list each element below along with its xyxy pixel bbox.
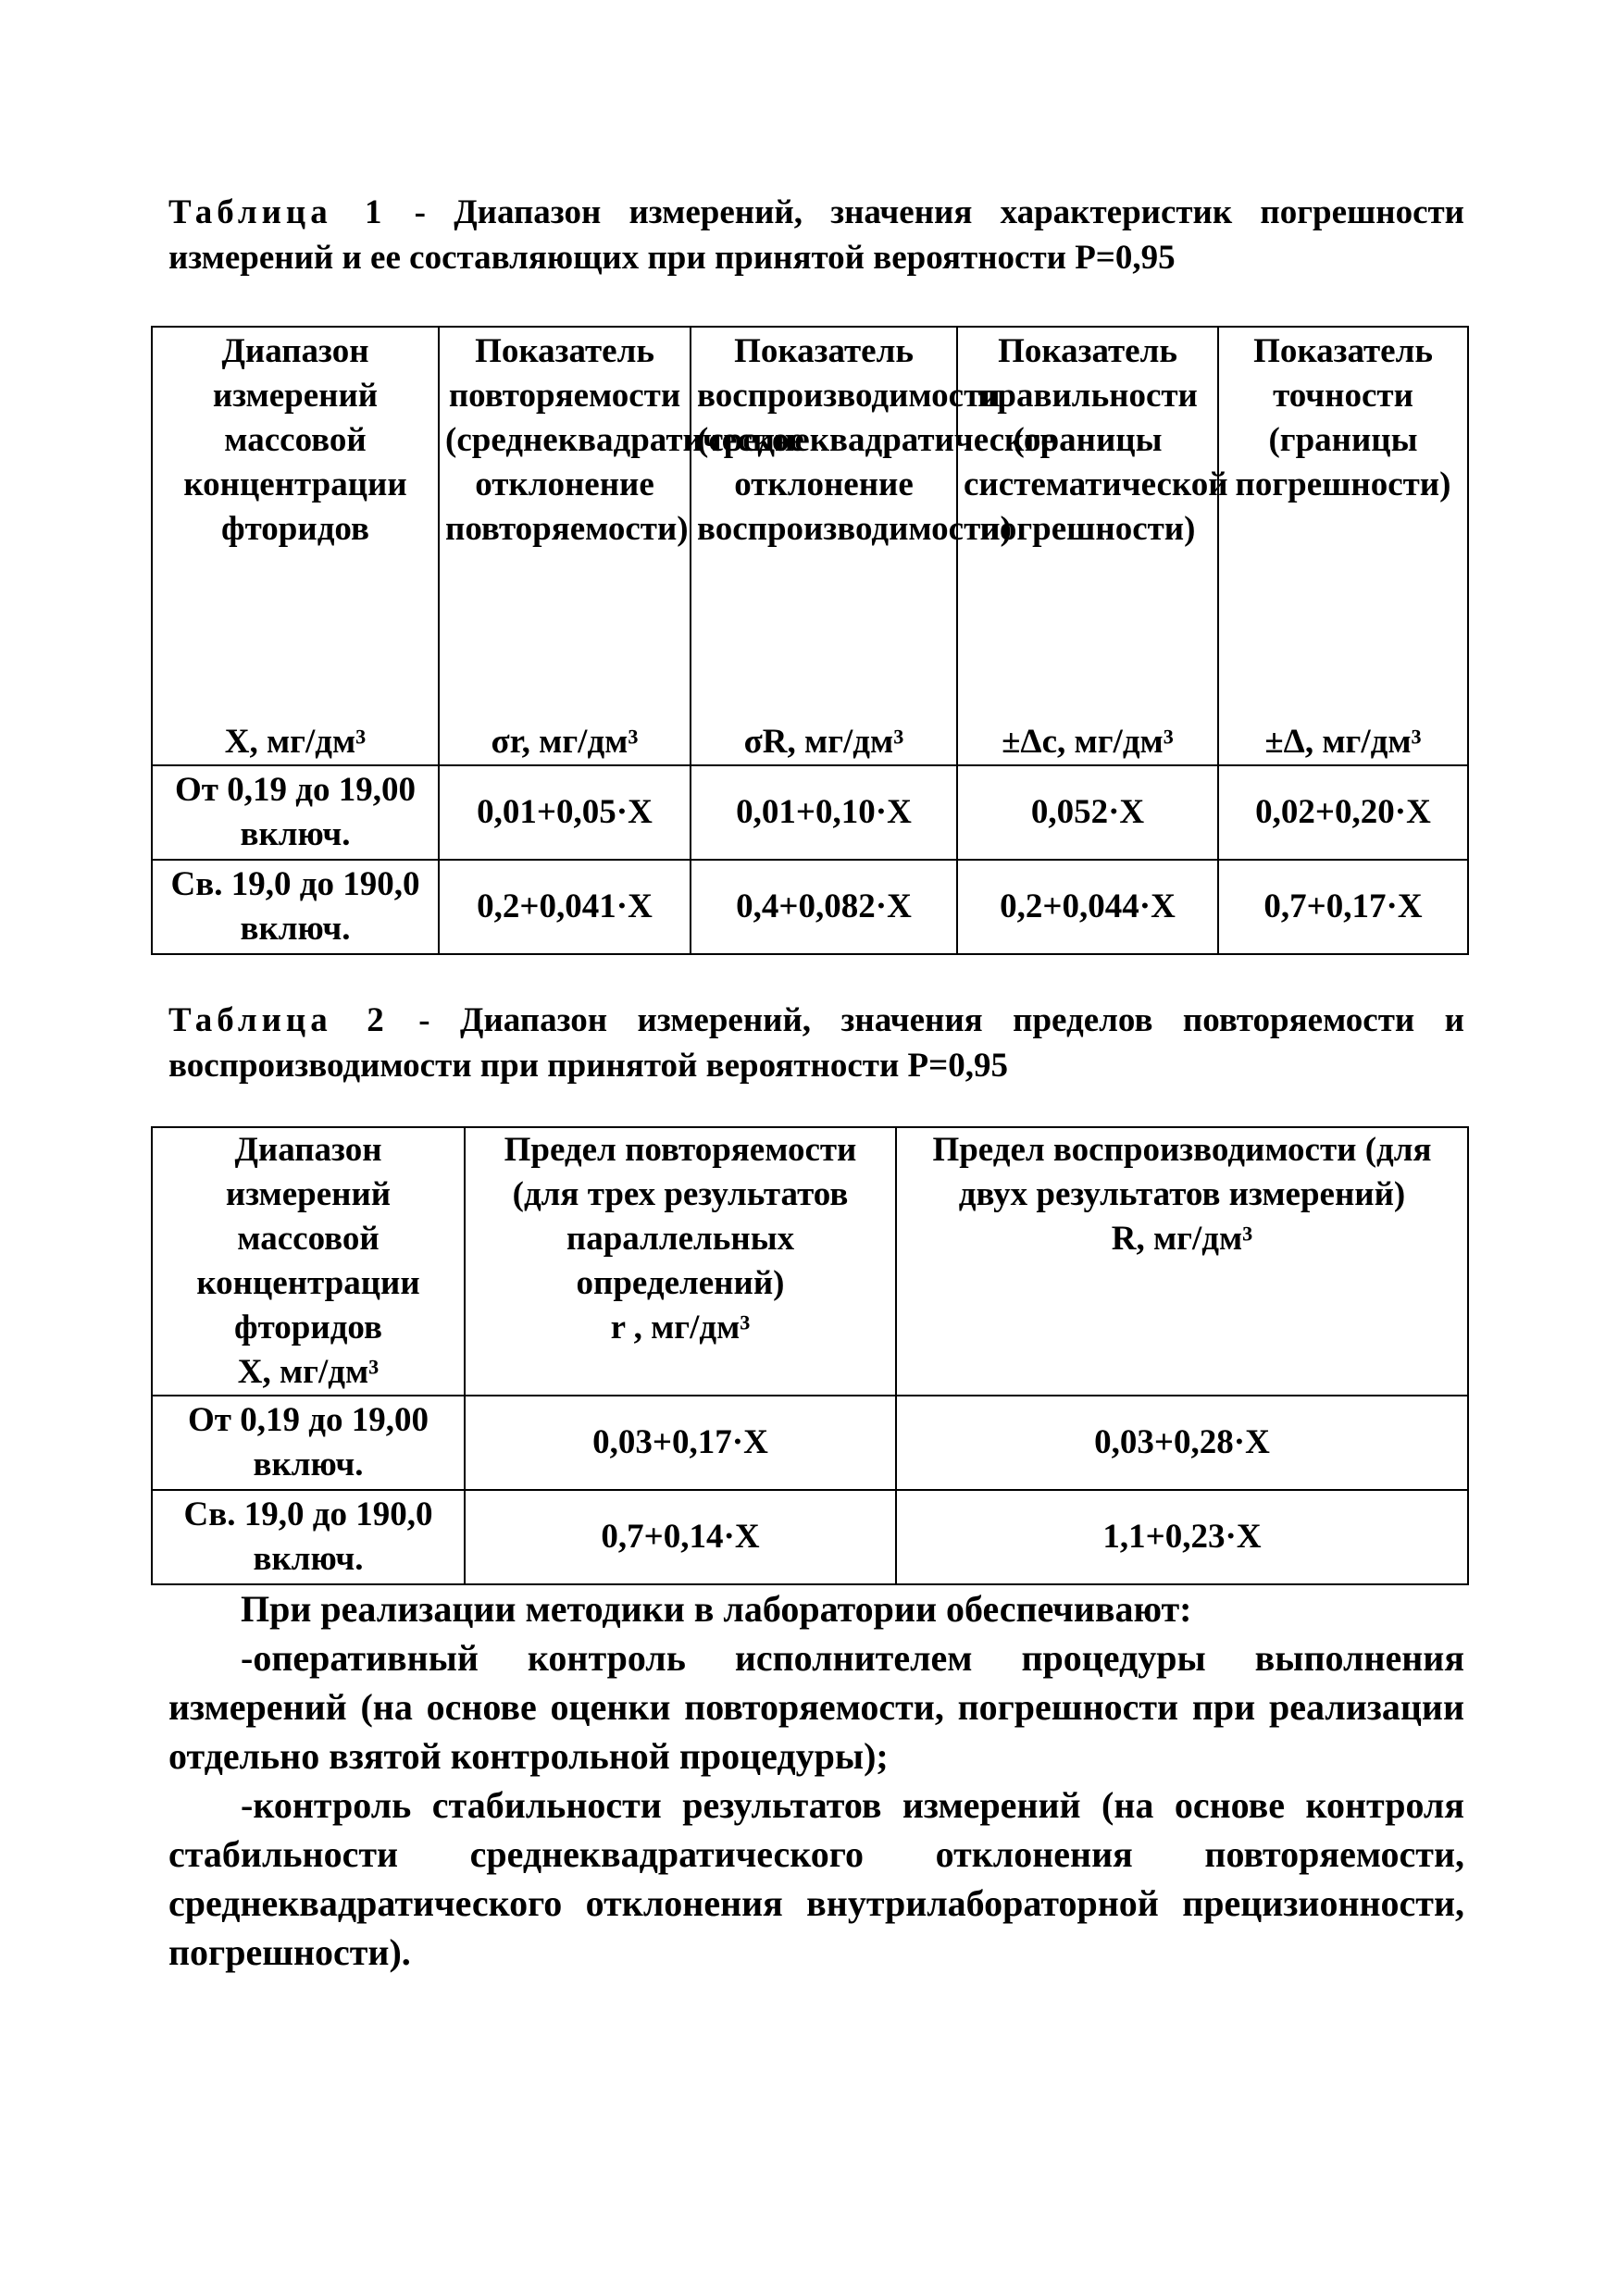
header-text: Предел воспроизводимости (для двух результатов измерений) [932,1131,1432,1213]
table2-header-cell [152,1127,465,1396]
table-row [152,765,1468,860]
header-unit: X, мг/дм³ [237,1353,380,1391]
header-text: Показатель воспроизводимости (среднеквадратическое отклонение воспроизводимости) [697,332,1056,548]
header-text: Показатель точности (границы погрешности) [1235,332,1451,503]
table2 [151,1126,1469,1585]
table-row [152,860,1468,954]
table-cell: 0,01+0,10·X [691,765,957,860]
table1-caption-label: Таблица 1 [168,193,387,231]
table-cell: Св. 19,0 до 190,0 включ. [152,860,439,954]
body-item: -оперативный контроль исполнителем процедуры выполнения измерений (на основе оценки повторяемости, погрешности при реализации отдельно взятой контрольной процедуры); [168,1637,1464,1777]
header-unit: ±Δc, мг/дм³ [1002,723,1174,761]
table2-caption-text: - Диапазон измерений, значения пределов повторяемости и воспроизводимости при принятой вероятности Р=0,95 [168,1001,1465,1085]
table1 [151,326,1469,955]
table-cell: 0,01+0,05·X [439,765,691,860]
table-cell: 0,2+0,041·X [439,860,691,954]
header-text: Диапазон измерений массовой концентрации фторидов [183,332,407,548]
body-text [168,1584,1464,1977]
table-cell: 0,4+0,082·X [691,860,957,954]
header-text: Показатель правильности (границы систематической погрешности) [964,332,1228,548]
table1-header-row [152,327,1468,765]
table-cell: От 0,19 до 19,00 включ. [152,765,439,860]
table-cell: 0,03+0,17·X [465,1396,896,1490]
table1-header-cell [152,327,439,765]
table1-header-cell [439,327,804,765]
header-unit: σR, мг/дм³ [743,723,904,761]
table-row [152,1490,1468,1584]
table-cell: 0,02+0,20·X [1218,765,1468,860]
header-text: Показатель повторяемости (среднеквадратическое отклонение повторяемости) [445,332,804,548]
table2-caption [168,998,1464,1088]
header-text: Диапазон измерений массовой концентрации фторидов [196,1131,420,1347]
table2-caption-label: Таблица 2 [168,1001,389,1039]
table2-header-cell [465,1127,896,1396]
table-row [152,1396,1468,1490]
table2-header-cell [896,1127,1468,1396]
table-cell: 0,2+0,044·X [957,860,1218,954]
table-cell: 1,1+0,23·X [896,1490,1468,1584]
table2-header-row [152,1127,1468,1396]
table1-header-cell [957,327,1228,765]
header-unit: X, мг/дм³ [224,723,367,761]
table-cell: 0,052·X [957,765,1218,860]
table-cell: От 0,19 до 19,00 включ. [152,1396,465,1490]
body-intro: При реализации методики в лаборатории обеспечивают: [241,1588,1192,1630]
header-unit: σr, мг/дм³ [491,723,639,761]
table1-caption [168,190,1464,280]
header-text: Предел повторяемости (для трех результатов параллельных определений) [504,1131,857,1302]
header-unit: ±Δ, мг/дм³ [1264,723,1422,761]
table-cell: 0,7+0,17·X [1218,860,1468,954]
table1-header-cell [1218,327,1468,765]
table1-caption-text: - Диапазон измерений, значения характеристик погрешности измерений и ее составляющих при принятой вероятности Р=0,95 [168,193,1465,277]
table-cell: 0,03+0,28·X [896,1396,1468,1490]
table-cell: Св. 19,0 до 190,0 включ. [152,1490,465,1584]
header-unit: R, мг/дм³ [1111,1220,1253,1258]
body-item: -контроль стабильности результатов измерений (на основе контроля стабильности среднеквадратического отклонения повторяемости, среднеквадратического отклонения внутрилабораторной прецизионности, погрешности). [168,1784,1464,1973]
table1-header-cell [691,327,1056,765]
table-cell: 0,7+0,14·X [465,1490,896,1584]
header-unit: r , мг/дм³ [610,1309,751,1347]
